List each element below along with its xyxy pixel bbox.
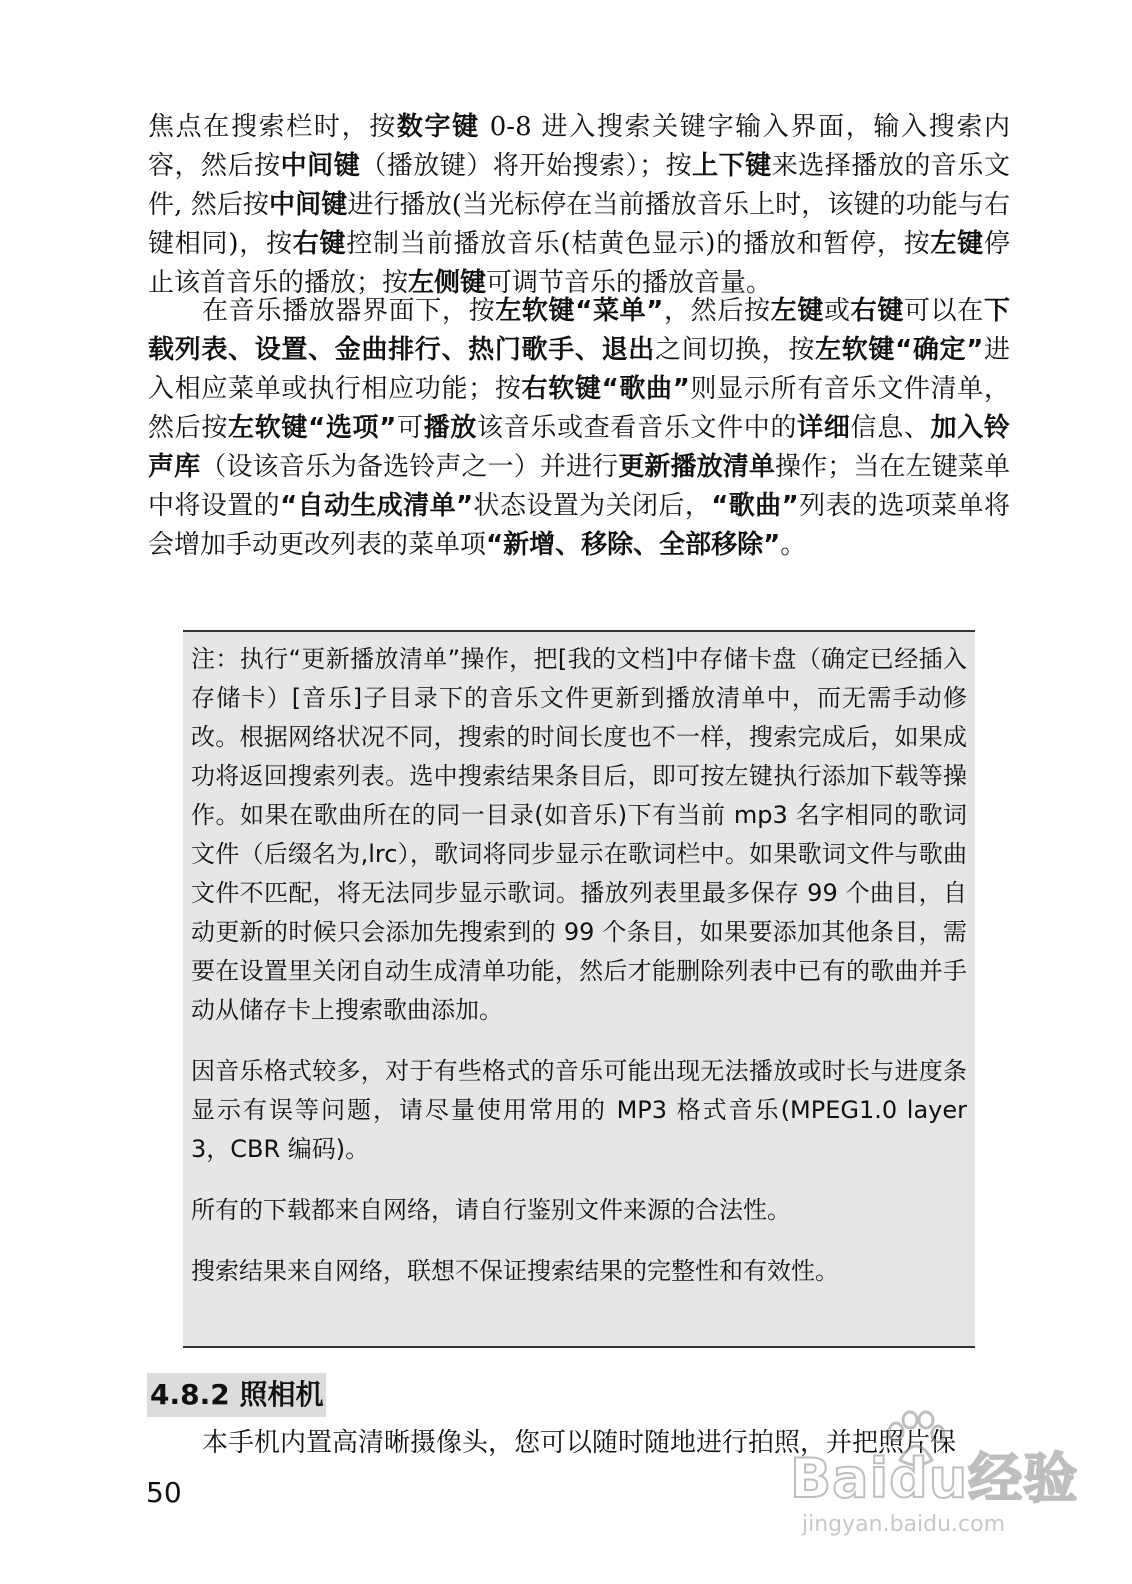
note-paragraph-1: 注：执行“更新播放清单”操作，把[我的文档]中存储卡盘（确定已经插入存储卡）[音乐]子目录下的音乐文件更新到播放清单中，而无需手动修改。根据网络状况不同，搜索的时间长度也不一样，搜索完成后，如果成功将返回搜索列表。选中搜索结果条目后，即可按左键执行添加下载等操作。如果在歌曲所在的同一目录(如音乐)下有当前 mp3 名字相同的歌词文件（后缀名为,lrc），歌词将同步显示在歌词栏中。如果歌词文件与歌曲文件不匹配，将无法同步显示歌词。播放列表里最多保存 99 个曲目，自动更新的时候只会添加先搜索到的 99 个条目，如果要添加其他条目，需要在设置里关闭自动生成清单功能，然后才能删除列表中已有的歌曲并手动从储存卡上搜索歌曲添加。	[191, 645, 967, 1024]
page-number: 50	[146, 1476, 182, 1509]
body-paragraph-1: 焦点在搜索栏时，按数字键 0-8 进入搜索关键字输入界面，输入搜索内容，然后按中间键（播放键）将开始搜索）；按上下键来选择播放的音乐文件, 然后按中间键进行播放(当光标停在当前播放音乐上时，该键的功能与右键相同)，按右键控制当前播放音乐(桔黄色显示)的播放和暂停，按左键停止该首音乐的播放；按左侧键可调节音乐的播放音量。	[148, 112, 1010, 298]
watermark-logo: Baidu经验	[790, 1447, 1079, 1510]
baidu-watermark	[770, 1404, 1090, 1554]
body-paragraph-3: 本手机内置高清晰摄像头，您可以随时随地进行拍照，并把照片保	[202, 1428, 957, 1458]
watermark-url: jingyan.baidu.com	[802, 1512, 1006, 1537]
note-paragraph-4: 搜索结果来自网络，联想不保证搜索结果的完整性和有效性。	[191, 1257, 839, 1285]
note-paragraph-2: 因音乐格式较多，对于有些格式的音乐可能出现无法播放或时长与进度条显示有误等问题，请尽量使用常用的 MP3 格式音乐(MPEG1.0 layer 3，CBR 编码)。	[191, 1057, 967, 1163]
body-paragraph-2: 在音乐播放器界面下，按左软键“菜单”，然后按左键或右键可以在下载列表、设置、金曲排行、热门歌手、退出之间切换，按左软键“确定”进入相应菜单或执行相应功能；按右软键“歌曲”则显示所有音乐文件清单，然后按左软键“选项”可播放该音乐或查看音乐文件中的详细信息、加入铃声库（设该音乐为备选铃声之一）并进行更新播放清单操作；当在左键菜单中将设置的“自动生成清单”状态设置为关闭后，“歌曲”列表的选项菜单将会增加手动更改列表的菜单项“新增、移除、全部移除”。	[148, 296, 1010, 560]
note-box	[183, 630, 975, 1348]
note-paragraph-3: 所有的下载都来自网络，请自行鉴别文件来源的合法性。	[191, 1196, 791, 1224]
section-heading: 4.8.2 照相机	[147, 1373, 326, 1417]
